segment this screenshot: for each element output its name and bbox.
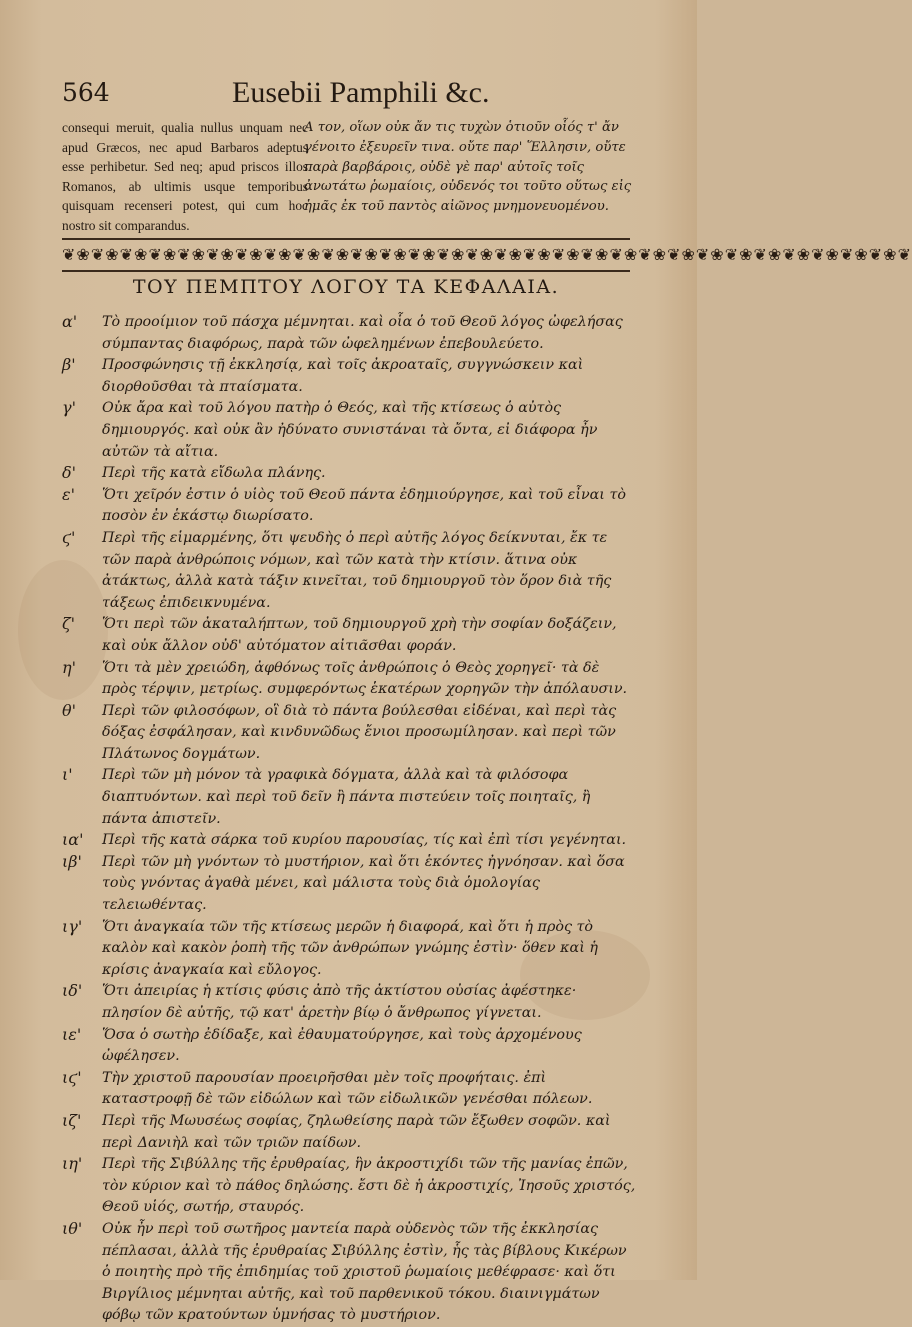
chapter-number: ια' [62,830,84,850]
chapter-entry [62,765,638,830]
chapter-title: Τὸ προοίμιον τοῦ πάσχα μέμνηται. καὶ οἷα ὁ τοῦ Θεοῦ λόγος ὠφελήσας σύμπαντας διαφόρως, παρὰ τῶν ὠφελημένων ἐπεβουλεύετο. [102,314,623,352]
chapter-entry [62,852,638,917]
chapter-entry [62,312,638,355]
chapter-number: ιζ' [62,1110,82,1130]
decorative-ornament-band: ❦❀❦❀❦❀❦❀❦❀❦❀❦❀❦❀❦❀❦❀❦❀❦❀❦❀❦❀❦❀❦❀❦❀❦❀❦❀❦❀❦❀❦❀❦❀❦❀❦❀❦❀❦❀❦❀❦❀❦ [62,238,630,272]
chapter-number: ε' [62,484,75,504]
chapter-number: β' [62,355,76,375]
chapter-number: ϛ' [62,527,76,547]
chapter-entry [62,398,638,463]
chapter-entry [62,917,638,982]
chapter-entry [62,355,638,398]
page-number: 564 [62,78,110,107]
chapter-entry [62,658,638,701]
chapter-entry [62,1111,638,1154]
chapter-title: Ὅσα ὁ σωτὴρ ἐδίδαξε, καὶ ἐθαυματούργησε, καὶ τοὺς ἀρχομένους ὠφέλησεν. [102,1026,582,1065]
chapter-entry [62,1154,638,1219]
chapter-title: Ὅτι ἀναγκαία τῶν τῆς κτίσεως μερῶν ἡ διαφορά, καὶ ὅτι ἡ πρὸς τὸ καλὸν καὶ κακὸν ῥοπὴ τῆς τῶν ἀνθρώπων γνώμης ἐστὶν· ὅθεν καὶ ἡ κρίσις ἀναγκαία καὶ εὔλογος. [102,918,598,978]
chapter-list-heading: ΤΟΥ ΠΕΜΠΤΟΥ ΛΟΓΟΥ ΤΑ ΚΕΦΑΛΑΙΑ. [132,276,560,298]
chapter-number: ιβ' [62,851,82,871]
chapter-entry [62,614,638,657]
chapter-number: ιγ' [62,916,83,936]
chapter-title: Περὶ τῆς κατὰ εἴδωλα πλάνης. [102,465,326,482]
chapter-number: θ' [62,700,77,720]
chapter-title: Περὶ τῆς κατὰ σάρκα τοῦ κυρίου παρουσίας, τίς καὶ ἐπὶ τίσι γεγένηται. [102,832,627,849]
chapter-title: Περὶ τῆς Σιβύλλης τῆς ἐρυθραίας, ἣν ἀκροστιχίδι τῶν τῆς μανίας ἐπῶν, τὸν κύριον καὶ τὸ πάθος δηλώσης. ἔστι δὲ ἡ ἀκροστιχίς, Ἰησοῦς χριστός, Θεοῦ υἱός, σωτήρ, σταυρός. [102,1156,636,1216]
chapter-number: η' [62,657,76,677]
chapter-title: Περὶ τῶν μὴ μόνον τὰ γραφικὰ δόγματα, ἀλλὰ καὶ τὰ φιλόσοφα διαπτυόντων. καὶ περὶ τοῦ δεῖν ἢ πάντα πιστεύειν τοῖς ποιηταῖς, ἢ πάντα ἀπιστεῖν. [102,767,591,827]
chapter-entry [62,463,638,485]
page-header [62,78,652,114]
chapter-number: δ' [62,463,77,483]
chapter-title: Περὶ τῶν μὴ γνόντων τὸ μυστήριον, καὶ ὅτι ἑκόντες ἠγνόησαν. καὶ ὅσα τοὺς γνόντας ἀγαθὰ μένει, καὶ μάλιστα τοὺς διὰ ὁμολογίας τελειωθέντας. [102,853,625,914]
chapter-number: α' [62,312,78,331]
greek-paragraph: Α τον, οἵων οὐκ ἄν τις τυχὼν ὁτιοῦν οἷός τ' ἄν γένοιτο ἐξευρεῖν τινα. οὔτε παρ' Ἕλλησιν, οὔτε παρὰ βαρβάροις, οὐδὲ γὲ παρ' αὐτοῖς τοῖς ἀνωτάτω ῥωμαίοις, οὐδενός τοι τοῦτο οὕτως εἰς ἡμᾶς ἐκ τοῦ παντὸς αἰῶνος μνημονευομένου. [304,120,632,215]
chapter-title: Οὐκ ἄρα καὶ τοῦ λόγου πατὴρ ὁ Θεός, καὶ τῆς κτίσεως ὁ αὐτὸς δημιουργός. καὶ οὐκ ἂν ἠδύνατο συνιστάναι τὰ ὄντα, εἰ διάφορα ἦν αὐτῶν τὰ αἴτια. [102,400,598,460]
chapter-title: Ὅτι τὰ μὲν χρειώδη, ἀφθόνως τοῖς ἀνθρώποις ὁ Θεὸς χορηγεῖ· τὰ δὲ πρὸς τέρψιν, μετρίως. συμφερόντως ἑκατέρων χορηγῶν τὴν ἀπόλαυσιν. [102,659,628,698]
latin-paragraph: consequi meruit, qualia nullus unquam nec apud Græcos, nec apud Barbaros adeptus esse perhibetur. Sed neq; apud priscos illos Romanos, ab ultimis usque temporibus quisquam recenseri potest, qui cum hoc nostro sit comparandus. [62,120,308,233]
chapter-entry [62,528,638,614]
chapter-entry [62,830,638,852]
chapter-title: Περὶ τῶν φιλοσόφων, οἳ διὰ τὸ πάντα βούλεσθαι εἰδέναι, καὶ περὶ τὰς δόξας ἐσφάλησαν, καὶ κινδυνῶδως ἔνιοι προσωμίλησαν. καὶ περὶ τῶν Πλάτωνος δογμάτων. [102,702,617,762]
chapter-entry [62,1219,638,1327]
chapter-number: ιθ' [62,1218,83,1238]
chapter-number: ζ' [62,614,76,634]
chapter-entry [62,1025,638,1068]
running-title: Eusebii Pamphili &c. [232,76,490,109]
chapter-entry [62,1068,638,1111]
chapter-title: Περὶ τῆς Μωυσέως σοφίας, ζηλωθείσης παρὰ τῶν ἔξωθεν σοφῶν. καὶ περὶ Δανιὴλ καὶ τῶν τριῶν παίδων. [102,1112,611,1151]
chapter-title: Προσφώνησις τῇ ἐκκλησίᾳ, καὶ τοῖς ἀκροαταῖς, συγγνώσκειν καὶ διορθοῦσθαι τὰ πταίσματα. [102,357,584,395]
chapter-number: γ' [62,398,76,418]
chapter-title: Ὅτι ἀπειρίας ἡ κτίσις φύσις ἀπὸ τῆς ἀκτίστου οὐσίας ἀφέστηκε· πλησίον δὲ αὐτῆς, τῷ κατ' ἀρετὴν βίῳ ὁ ἄνθρωπος γίγνεται. [102,983,577,1021]
chapter-entry [62,701,638,766]
chapter-title: Ὅτι περὶ τῶν ἀκαταλήπτων, τοῦ δημιουργοῦ χρὴ τὴν σοφίαν δοξάζειν, καὶ οὐκ ἄλλον οὐδ' αὐτόματον αἰτιᾶσθαι φοράν. [102,616,617,654]
chapter-title: Ὅτι χεῖρόν ἐστιν ὁ υἱὸς τοῦ Θεοῦ πάντα ἐδημιούργησε, καὶ τοῦ εἶναι τὸ ποσὸν ἐν ἑκάστῳ διωρίσατο. [102,486,626,525]
chapter-number: ι' [62,765,73,785]
chapter-list [62,312,638,1327]
chapter-number: ιε' [62,1024,82,1044]
chapter-title: Τὴν χριστοῦ παρουσίαν προειρῆσθαι μὲν τοῖς προφήταις. ἐπὶ καταστροφῇ δὲ τῶν εἰδώλων καὶ τῶν εἰδωλικῶν γενέσθαι πόλεων. [102,1069,593,1108]
chapter-title: Περὶ τῆς εἱμαρμένης, ὅτι ψευδὴς ὁ περὶ αὐτῆς λόγος δείκνυται, ἔκ τε τῶν παρὰ ἀνθρώποις νόμων, καὶ τῶν κατὰ τὴν κτίσιν. ἅτινα οὐκ ἀτάκτως, ἀλλὰ κατὰ τάξιν κινεῖται, τοῦ δημιουργοῦ τὸν ὅρον διὰ τῆς τάξεως ἐπιδεικνυμένα. [102,529,612,611]
chapter-title: Οὐκ ἦν περὶ τοῦ σωτῆρος μαντεία παρὰ οὐδενὸς τῶν τῆς ἐκκλησίας πέπλασαι, ἀλλὰ τῆς ἐρυθραίας Σιβύλλης ἐστὶν, ἧς τὰς βίβλους Κικέρων ὁ ποιητὴς πρὸ τῆς ἐπιδημίας τοῦ χριστοῦ ῥωμαίοις μεθέφρασε· καὶ ὅτι Βιργίλιος μέμνηται αὐτῆς, καὶ τοῦ παρθενικοῦ τόκου. διαινιγμάτων φόβῳ τῶν κρατούντων ὑμνήσας τὸ μυστήριον. [102,1220,627,1324]
chapter-number: ιδ' [62,981,83,1001]
chapter-number: ιη' [62,1154,83,1174]
chapter-number: ιϛ' [62,1067,82,1087]
chapter-entry [62,981,638,1024]
chapter-entry [62,485,638,528]
